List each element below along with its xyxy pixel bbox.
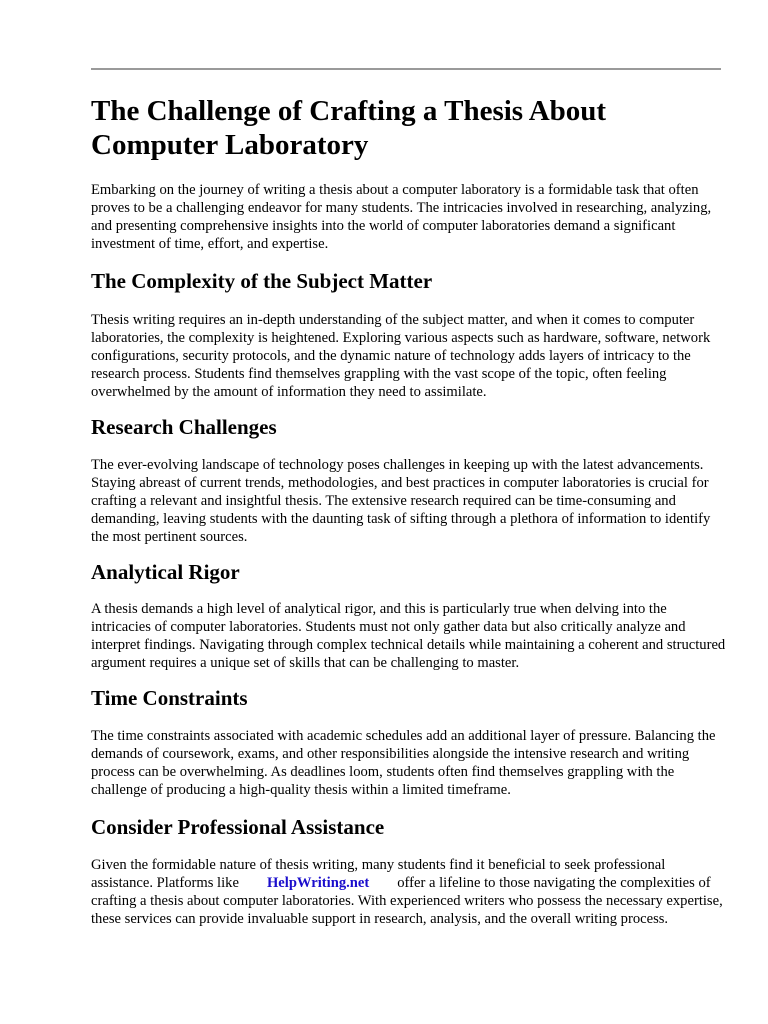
assistance-text-after: offer a lifeline to those navigating the complexities of crafting a thesis about computer laboratories. With experienced writers who possess the necessary expertise, these services can provide invaluable support in research, analysis, and the overall writing process. <box>91 875 723 927</box>
intro-paragraph: Embarking on the journey of writing a thesis about a computer laboratory is a formidable task that often proves to be a challenging endeavor for many students. The intricacies involved in researching, analyzing, and presenting comprehensive insights into the world of computer laboratories demand a significant investment of time, effort, and expertise. <box>91 182 712 252</box>
section-heading-analytical: Analytical Rigor <box>91 560 240 584</box>
section-body-time: The time constraints associated with academic schedules add an additional layer of pressure. Balancing the demands of coursework, exams, and other responsibilities alongside the intensive research and writing process can be overwhelming. As deadlines loom, students often find themselves grappling with the challenge of producing a high-quality thesis within a limited timeframe. <box>91 728 716 798</box>
section-body-complexity: Thesis writing requires an in-depth understanding of the subject matter, and when it comes to computer laboratories, the complexity is heightened. Exploring various aspects such as hardware, software, network configurations, security protocols, and the dynamic nature of technology adds layers of intricacy to the research process. Students find themselves grappling with the vast scope of the topic, often feeling overwhelmed by the amount of information they need to assimilate. <box>91 312 711 400</box>
section-body-research: The ever-evolving landscape of technology poses challenges in keeping up with the latest advancements. Staying abreast of current trends, methodologies, and best practices in computer laboratories is crucial for crafting a relevant and insightful thesis. The extensive research required can be time-consuming and demanding, leaving students with the daunting task of sifting through a plethora of information to identify the most pertinent sources. <box>91 457 711 545</box>
section-heading-complexity: The Complexity of the Subject Matter <box>91 269 433 293</box>
section-body-assistance <box>91 856 727 928</box>
section-heading-assistance: Consider Professional Assistance <box>91 815 385 839</box>
section-heading-research: Research Challenges <box>91 415 277 439</box>
helpwriting-link[interactable]: HelpWriting.net <box>266 875 370 891</box>
top-divider <box>91 68 721 70</box>
section-body-analytical: A thesis demands a high level of analytical rigor, and this is particularly true when delving into the intricacies of computer laboratories. Students must not only gather data but also critically analyze and interpret findings. Navigating through complex technical details while maintaining a coherent and structured argument requires a unique set of skills that can be challenging to master. <box>91 601 726 671</box>
section-heading-time: Time Constraints <box>91 686 248 710</box>
assistance-text-before: Given the formidable nature of thesis writing, many students find it beneficial to seek professional assistance. Platforms like <box>91 857 666 891</box>
page-title: The Challenge of Crafting a Thesis About Computer Laboratory <box>91 95 607 161</box>
